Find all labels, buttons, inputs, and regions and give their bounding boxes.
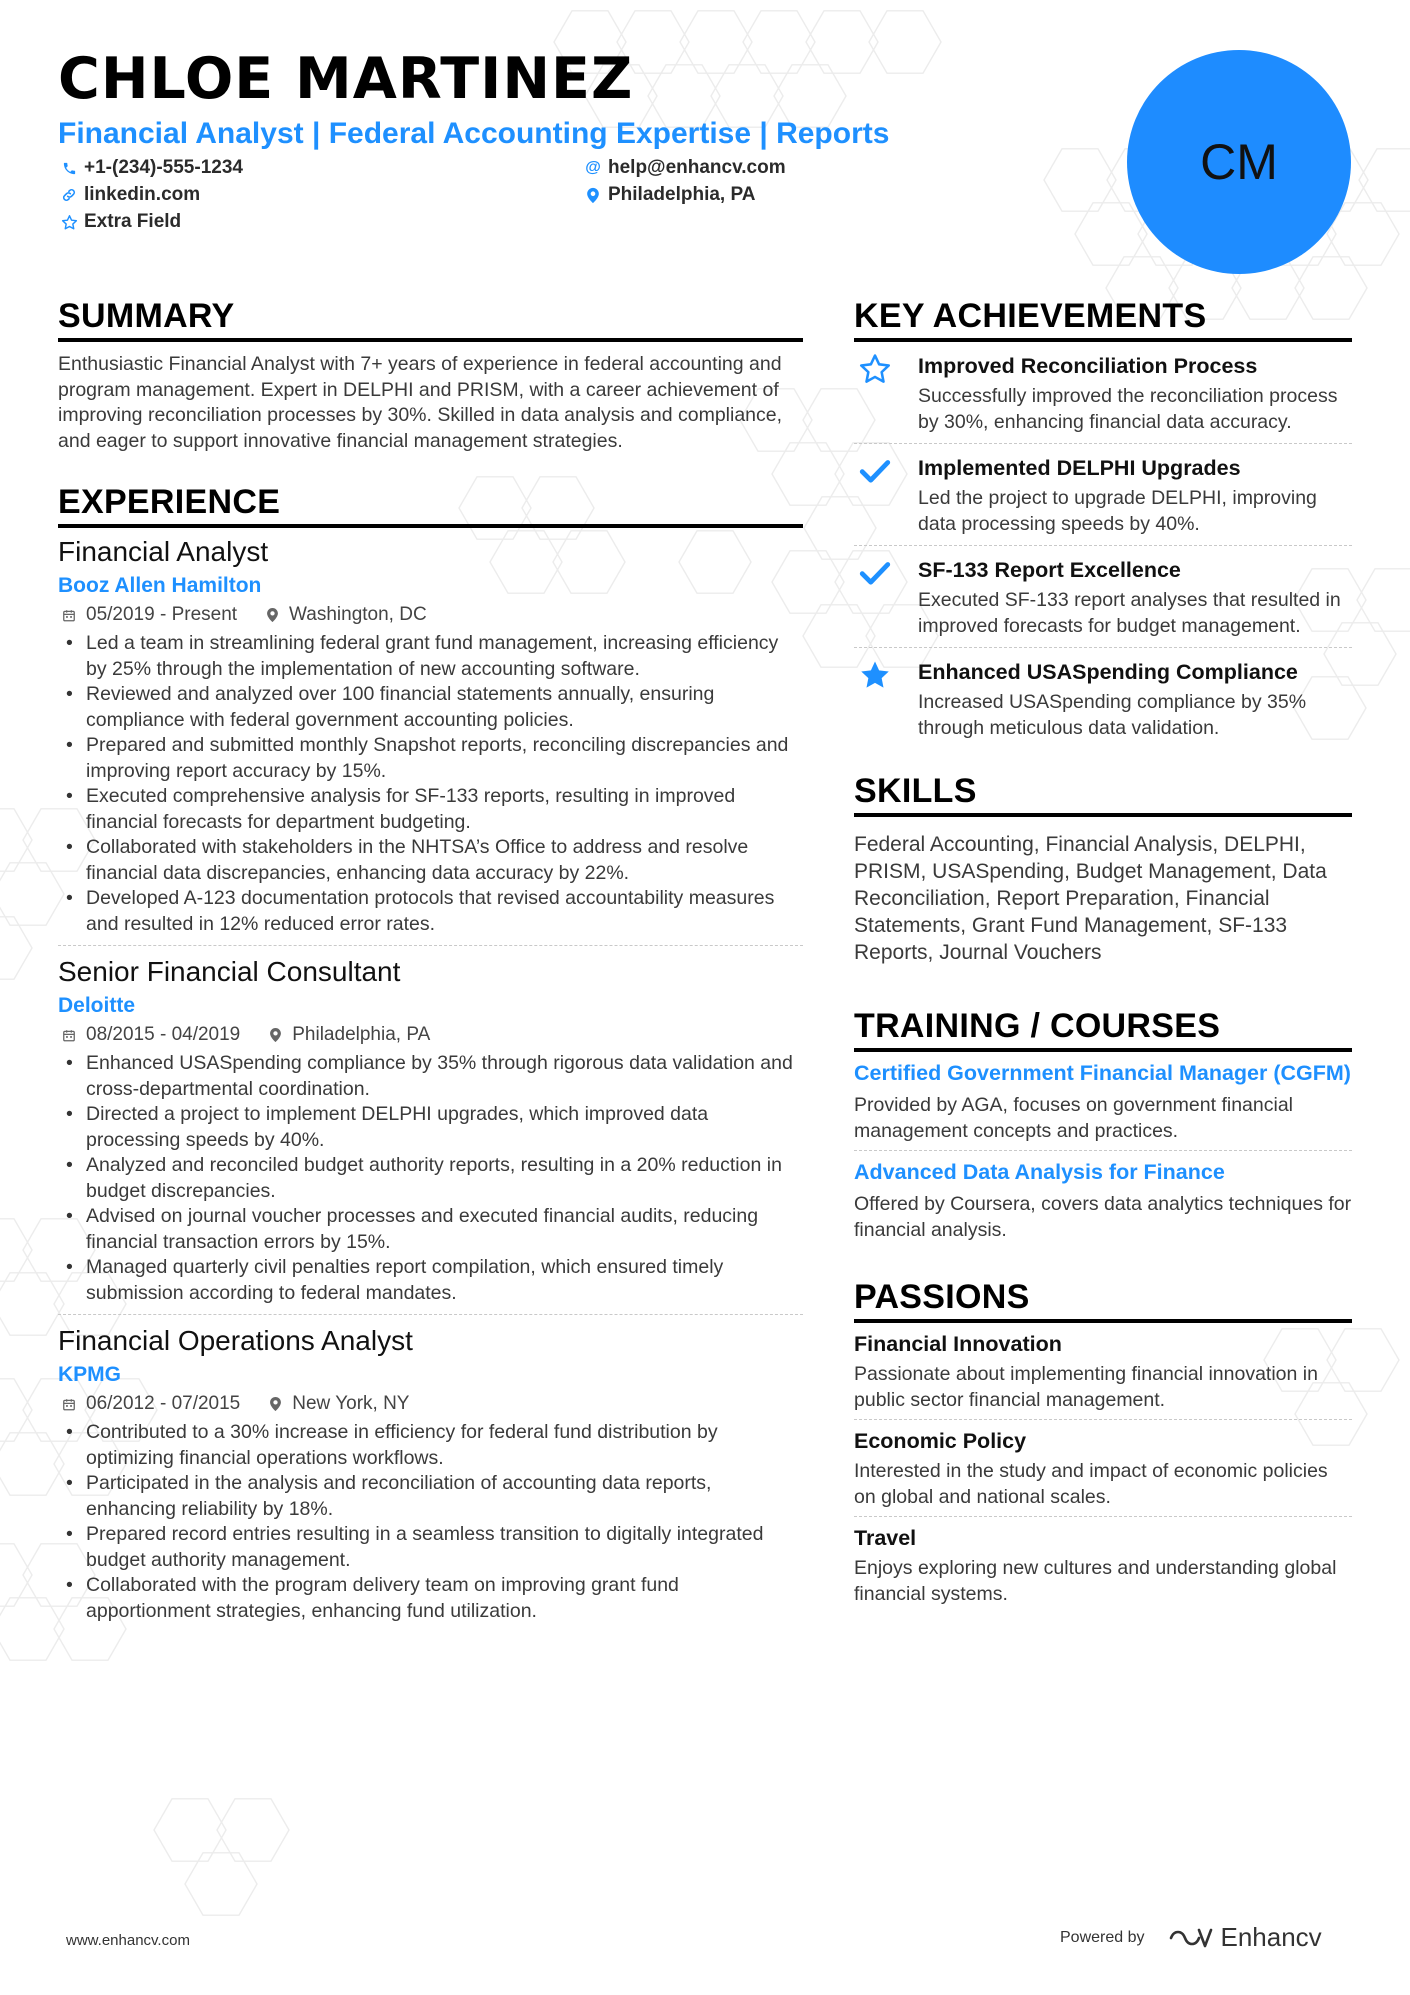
company-name[interactable]: KPMG (58, 1363, 121, 1386)
contact-phone[interactable] (58, 157, 243, 179)
job-bullet: • Directed a project to implement DELPHI upgrades, which improved data processing speeds by 40%. (58, 1102, 803, 1153)
summary-title: SUMMARY (58, 296, 803, 342)
job-bullets (58, 631, 803, 937)
job-title: Senior Financial Consultant (58, 956, 401, 987)
job-bullets (58, 1420, 803, 1624)
experience-entry (58, 954, 803, 1315)
star-outline-icon (58, 214, 80, 231)
job-bullet: • Collaborated with stakeholders in the NHTSA’s Office to address and resolve financial data discrepancies, enhancing data accuracy by 22%. (58, 835, 803, 886)
powered-by-label: Powered by (1060, 1928, 1145, 1946)
star-filled-icon (854, 658, 918, 741)
achievement-body (918, 352, 1352, 435)
job-location: Philadelphia, PA (292, 1024, 431, 1045)
course-title[interactable]: Certified Government Financial Manager (CGFM) (854, 1061, 1351, 1085)
avatar (1127, 50, 1351, 274)
achievement-item (854, 546, 1352, 648)
course-title[interactable]: Advanced Data Analysis for Finance (854, 1160, 1225, 1184)
experience-list (58, 534, 803, 1632)
job-location: Washington, DC (289, 604, 427, 625)
course-item (854, 1052, 1352, 1151)
phone-icon (58, 161, 80, 176)
job-meta (58, 1021, 803, 1049)
at-icon: @ (585, 159, 601, 176)
phone-text: +1-(234)-555-1234 (84, 157, 243, 178)
passions-title: PASSIONS (854, 1277, 1352, 1323)
achievement-title: SF-133 Report Excellence (918, 558, 1181, 582)
achievement-text: Successfully improved the reconciliation process by 30%, enhancing financial data accuracy. (918, 385, 1338, 433)
enhancv-logo (1167, 1922, 1322, 1953)
training-list (854, 1052, 1352, 1249)
location-pin-icon (264, 1027, 286, 1043)
contact-extra (58, 211, 181, 233)
job-bullet: • Advised on journal voucher processes and executed financial audits, reducing financial transaction errors by 15%. (58, 1204, 803, 1255)
achievement-body (918, 454, 1352, 537)
achievement-title: Improved Reconciliation Process (918, 354, 1258, 378)
skills-title: SKILLS (854, 771, 1352, 817)
left-column (58, 296, 803, 1640)
job-bullet: • Contributed to a 30% increase in efficiency for federal fund distribution by optimizing financial operations workflows. (58, 1420, 803, 1471)
candidate-name: CHLOE MARTINEZ (58, 46, 634, 112)
job-bullet: • Reviewed and analyzed over 100 financial statements annually, ensuring compliance with federal government accounting policies. (58, 682, 803, 733)
job-meta (58, 601, 803, 629)
star-outline-icon (854, 352, 918, 435)
passion-text: Interested in the study and impact of economic policies on global and national scales. (854, 1460, 1328, 1508)
skills-text: Federal Accounting, Financial Analysis, DELPHI, PRISM, USASpending, Budget Management, Data Reconciliation, Report Preparation, Financial Statements, Grant Fund Management, SF-133 Reports, Journal Vouchers (854, 833, 1327, 964)
footer-website[interactable]: www.enhancv.com (66, 1932, 190, 1949)
achievements-list (854, 342, 1352, 749)
achievement-text: Increased USASpending compliance by 35% through meticulous data validation. (918, 691, 1307, 739)
achievement-body (918, 556, 1352, 639)
job-bullet: • Enhanced USASpending compliance by 35% through rigorous data validation and cross-departmental coordination. (58, 1051, 803, 1102)
passion-item (854, 1323, 1352, 1420)
achievement-title: Implemented DELPHI Upgrades (918, 456, 1241, 480)
passion-title: Economic Policy (854, 1429, 1027, 1453)
enhancv-logo-icon (1167, 1926, 1213, 1950)
experience-title: EXPERIENCE (58, 482, 803, 528)
location-text: Philadelphia, PA (608, 184, 756, 205)
location-pin-icon (582, 187, 604, 204)
calendar-icon (58, 1397, 80, 1412)
passion-title: Travel (854, 1526, 917, 1550)
passion-item (854, 1420, 1352, 1517)
location-pin-icon (264, 1396, 286, 1412)
job-bullet: • Managed quarterly civil penalties report compilation, which ensured timely submission according to federal mandates. (58, 1255, 803, 1306)
course-text: Offered by Coursera, covers data analytics techniques for financial analysis. (854, 1193, 1352, 1241)
job-bullet: • Analyzed and reconciled budget authority reports, resulting in a 20% reduction in budget discrepancies. (58, 1153, 803, 1204)
skills-section (854, 771, 1352, 966)
company-name[interactable]: Deloitte (58, 994, 136, 1017)
passions-section (854, 1277, 1352, 1613)
job-bullet: • Prepared and submitted monthly Snapshot reports, reconciling discrepancies and improving report accuracy by 15%. (58, 733, 803, 784)
job-bullet: • Participated in the analysis and reconciliation of accounting data reports, enhancing reliability by 18%. (58, 1471, 803, 1522)
experience-section (58, 482, 803, 1632)
job-title: Financial Analyst (58, 536, 269, 567)
experience-entry (58, 1323, 803, 1632)
job-meta (58, 1390, 803, 1418)
passion-text: Passionate about implementing financial innovation in public sector financial management. (854, 1363, 1318, 1411)
passion-item (854, 1517, 1352, 1613)
avatar-initials: CM (1200, 134, 1278, 190)
summary-section (58, 296, 803, 454)
contact-email[interactable] (582, 157, 786, 179)
achievement-item (854, 444, 1352, 546)
training-title: TRAINING / COURSES (854, 1006, 1352, 1052)
job-bullet: • Developed A-123 documentation protocols that revised accountability measures and resulted in 12% reduced error rates. (58, 886, 803, 937)
job-bullet: • Executed comprehensive analysis for SF-133 reports, resulting in improved financial forecasts for department budgeting. (58, 784, 803, 835)
job-bullet: • Led a team in streamlining federal grant fund management, increasing efficiency by 25% through the implementation of new accounting software. (58, 631, 803, 682)
course-item (854, 1151, 1352, 1249)
email-text: help@enhancv.com (608, 157, 786, 178)
calendar-icon (58, 608, 80, 623)
job-bullets (58, 1051, 803, 1306)
contact-location (582, 184, 755, 206)
achievement-item (854, 342, 1352, 444)
company-name[interactable]: Booz Allen Hamilton (58, 574, 262, 597)
job-bullet: • Collaborated with the program delivery team on improving grant fund apportionment strategies, enhancing fund utilization. (58, 1573, 803, 1624)
achievement-title: Enhanced USASpending Compliance (918, 660, 1298, 684)
job-location: New York, NY (292, 1393, 410, 1414)
check-icon (854, 556, 918, 639)
link-icon (58, 187, 80, 203)
linkedin-text: linkedin.com (84, 184, 201, 205)
headline: Financial Analyst | Federal Accounting Expertise | Reports (58, 117, 890, 150)
achievement-text: Led the project to upgrade DELPHI, improving data processing speeds by 40%. (918, 487, 1317, 535)
job-dates: 05/2019 - Present (86, 604, 238, 625)
achievements-title: KEY ACHIEVEMENTS (854, 296, 1352, 342)
check-icon (854, 454, 918, 537)
achievement-text: Executed SF-133 report analyses that resulted in improved forecasts for budget management. (918, 589, 1341, 637)
location-pin-icon (261, 607, 283, 623)
job-dates: 08/2015 - 04/2019 (86, 1024, 241, 1045)
training-section (854, 1006, 1352, 1249)
achievement-item (854, 648, 1352, 749)
passions-list (854, 1323, 1352, 1613)
passion-text: Enjoys exploring new cultures and understanding global financial systems. (854, 1557, 1337, 1605)
job-title: Financial Operations Analyst (58, 1325, 413, 1356)
extra-text: Extra Field (84, 211, 182, 232)
brand-name: Enhancv (1220, 1922, 1322, 1952)
job-bullet: • Prepared record entries resulting in a seamless transition to digitally integrated budget authority management. (58, 1522, 803, 1573)
footer-branding[interactable] (1060, 1922, 1322, 1953)
passion-title: Financial Innovation (854, 1332, 1062, 1356)
achievement-body (918, 658, 1352, 741)
experience-entry (58, 534, 803, 946)
summary-text: Enthusiastic Financial Analyst with 7+ years of experience in federal accounting and program management. Expert in DELPHI and PRISM, with a career achievement of improving reconciliation processes by 30%. Skilled in data analysis and compliance, and eager to support innovative financial management strategies. (58, 353, 783, 452)
right-column (854, 296, 1352, 1613)
contact-linkedin[interactable] (58, 184, 200, 206)
calendar-icon (58, 1028, 80, 1043)
job-dates: 06/2012 - 07/2015 (86, 1393, 241, 1414)
course-text: Provided by AGA, focuses on government financial management concepts and practices. (854, 1094, 1293, 1142)
achievements-section (854, 296, 1352, 749)
